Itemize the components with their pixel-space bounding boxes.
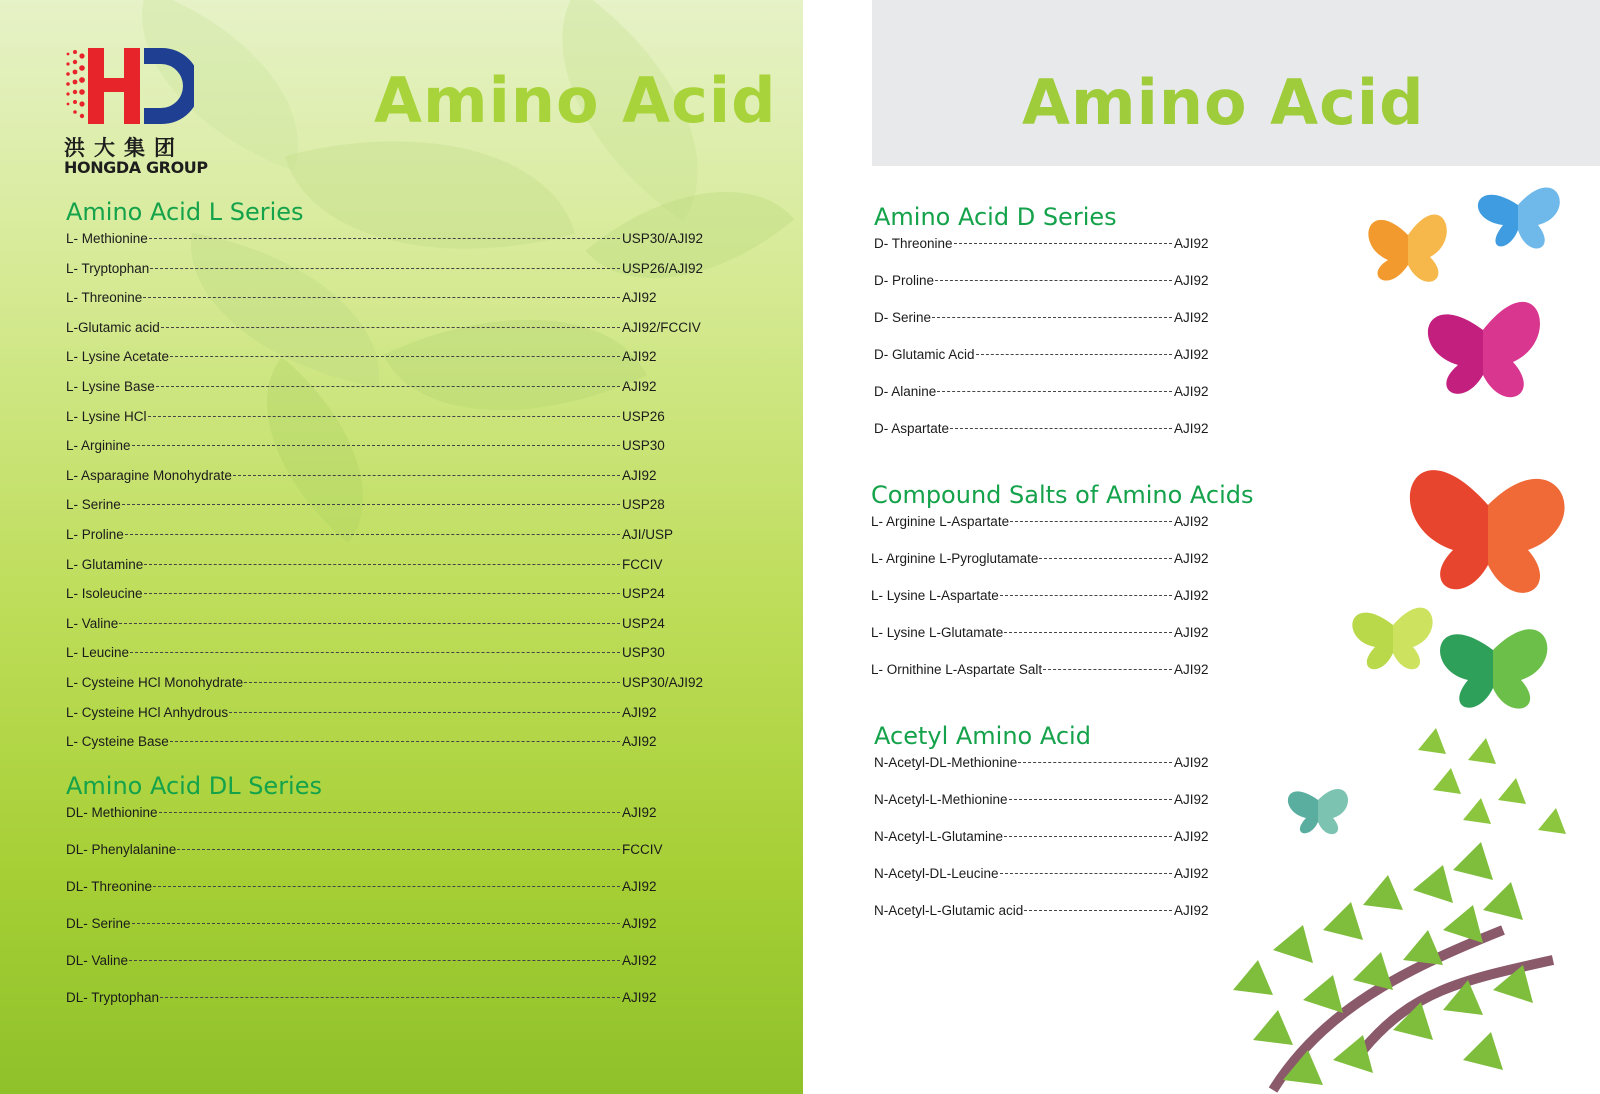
product-name: DL- Tryptophan <box>66 990 160 1005</box>
list-item <box>874 792 1264 829</box>
standard-label: USP24 <box>622 615 665 631</box>
list-item <box>66 990 712 1027</box>
list-item <box>66 290 712 320</box>
list-item <box>66 953 712 990</box>
list-item <box>66 379 712 409</box>
dotted-leader <box>122 504 620 505</box>
dotted-leader <box>1039 558 1172 559</box>
butterfly-icon <box>1478 188 1560 249</box>
dotted-leader <box>244 682 620 683</box>
standard-label: AJI92 <box>622 879 657 894</box>
section-heading: Compound Salts of Amino Acids <box>871 481 1254 509</box>
product-list <box>871 514 1264 699</box>
product-list <box>66 231 712 764</box>
standard-label: USP30 <box>622 645 665 661</box>
product-name: DL- Phenylalanine <box>66 842 177 857</box>
list-item <box>66 586 712 616</box>
standard-label: USP30/AJI92 <box>622 674 704 690</box>
standard-label: AJI92 <box>1174 903 1209 918</box>
list-item <box>871 514 1264 551</box>
standard-label: AJI92 <box>622 704 657 720</box>
list-item <box>66 842 712 879</box>
butterfly-icon <box>1428 302 1540 397</box>
butterfly-icon <box>1440 629 1547 708</box>
dotted-leader <box>159 812 620 813</box>
dotted-leader <box>148 416 620 417</box>
product-name: L- Valine <box>66 615 119 631</box>
list-item <box>66 438 712 468</box>
standard-label: USP30 <box>622 438 665 454</box>
standard-label: AJI92 <box>622 378 657 394</box>
product-name: D- Glutamic Acid <box>874 347 975 362</box>
product-name: L- Cysteine Base <box>66 734 169 750</box>
list-item <box>874 866 1264 903</box>
dotted-leader <box>1000 595 1172 596</box>
section-compound-salts <box>871 482 1264 699</box>
page-title-right: Amino Acid <box>1022 66 1425 139</box>
dotted-leader <box>153 886 620 887</box>
dotted-leader <box>160 997 620 998</box>
dotted-leader <box>976 354 1172 355</box>
dotted-leader <box>144 593 620 594</box>
standard-label: AJI92 <box>622 734 657 750</box>
standard-label: AJI92 <box>1174 273 1209 288</box>
product-name: L- Threonine <box>66 290 143 306</box>
dotted-leader <box>937 391 1172 392</box>
product-name: L- Lysine L-Aspartate <box>871 588 999 603</box>
standard-label: FCCIV <box>622 842 663 857</box>
standard-label: FCCIV <box>622 556 663 572</box>
standard-label: USP26 <box>622 408 665 424</box>
product-name: L- Leucine <box>66 645 130 661</box>
dotted-leader <box>950 428 1172 429</box>
section-acetyl <box>874 723 1264 940</box>
section-heading: Amino Acid L Series <box>66 198 304 226</box>
hongda-logo-icon <box>64 46 194 126</box>
list-item <box>66 645 712 675</box>
product-name: L- Arginine <box>66 438 131 454</box>
product-list <box>874 236 1264 458</box>
section-d-series <box>874 204 1264 458</box>
product-name: L- Cysteine HCl Monohydrate <box>66 674 244 690</box>
standard-label: AJI92 <box>1174 792 1209 807</box>
list-item <box>66 468 712 498</box>
list-item <box>871 662 1264 699</box>
dotted-leader <box>932 317 1172 318</box>
product-name: L- Arginine L-Aspartate <box>871 514 1010 529</box>
dotted-leader <box>144 564 620 565</box>
standard-label: AJI92 <box>622 349 657 365</box>
dotted-leader <box>1043 669 1172 670</box>
list-item <box>874 755 1264 792</box>
list-item <box>66 409 712 439</box>
dotted-leader <box>129 960 620 961</box>
product-name: DL- Valine <box>66 953 129 968</box>
section-heading: Acetyl Amino Acid <box>874 722 1091 750</box>
section-heading: Amino Acid DL Series <box>66 772 322 800</box>
dotted-leader <box>143 297 620 298</box>
list-item <box>874 347 1264 384</box>
list-item <box>66 675 712 705</box>
section-l-series <box>66 199 712 764</box>
dotted-leader <box>130 652 620 653</box>
dotted-leader <box>119 623 620 624</box>
dotted-leader <box>954 243 1172 244</box>
dotted-leader <box>132 923 620 924</box>
list-item <box>66 879 712 916</box>
dotted-leader <box>1010 521 1172 522</box>
product-name: L- Ornithine L-Aspartate Salt <box>871 662 1043 677</box>
product-name: L-Glutamic acid <box>66 319 160 335</box>
product-list <box>874 755 1264 940</box>
product-name: D- Aspartate <box>874 421 950 436</box>
standard-label: USP28 <box>622 497 665 513</box>
dotted-leader <box>1004 632 1172 633</box>
standard-label: USP30/AJI92 <box>622 231 704 246</box>
standard-label: AJI92 <box>1174 421 1209 436</box>
standard-label: AJI92 <box>1174 662 1209 677</box>
standard-label: AJI92 <box>1174 625 1209 640</box>
dotted-leader <box>149 238 620 239</box>
list-item <box>66 734 712 764</box>
product-name: L- Asparagine Monohydrate <box>66 467 232 483</box>
product-name: L- Cysteine HCl Anhydrous <box>66 704 229 720</box>
butterfly-icon <box>1288 789 1348 834</box>
brand-name-en: HONGDA GROUP <box>64 158 208 177</box>
list-item <box>871 588 1264 625</box>
product-name: L- Tryptophan <box>66 260 150 276</box>
list-item <box>66 705 712 735</box>
product-name: D- Threonine <box>874 236 953 251</box>
list-item <box>66 231 712 261</box>
list-item <box>66 805 712 842</box>
dotted-leader <box>1009 799 1172 800</box>
list-item <box>874 310 1264 347</box>
standard-label: USP24 <box>622 586 665 602</box>
standard-label: AJI92 <box>1174 588 1209 603</box>
product-name: D- Serine <box>874 310 932 325</box>
product-list <box>66 805 712 1027</box>
dotted-leader <box>1000 873 1172 874</box>
dotted-leader <box>156 386 620 387</box>
product-name: DL- Serine <box>66 916 131 931</box>
company-logo <box>64 46 208 181</box>
standard-label: AJI92 <box>1174 347 1209 362</box>
standard-label: AJI92 <box>622 290 657 306</box>
brand-name-cn: 洪大集团 <box>64 136 184 160</box>
list-item <box>66 497 712 527</box>
list-item <box>66 320 712 350</box>
standard-label: AJI92 <box>1174 514 1209 529</box>
list-item <box>874 384 1264 421</box>
standard-label: AJI92 <box>622 805 657 820</box>
list-item <box>66 557 712 587</box>
product-name: L- Lysine L-Glutamate <box>871 625 1004 640</box>
ginkgo-tree <box>1233 728 1566 1090</box>
standard-label: AJI92 <box>1174 310 1209 325</box>
list-item <box>66 616 712 646</box>
standard-label: AJI92 <box>1174 236 1209 251</box>
product-name: D- Proline <box>874 273 935 288</box>
product-name: L- Proline <box>66 526 124 542</box>
product-name: L- Glutamine <box>66 556 144 572</box>
list-item <box>66 527 712 557</box>
dotted-leader <box>170 356 620 357</box>
product-name: L- Lysine Base <box>66 378 155 394</box>
list-item <box>66 349 712 379</box>
product-name: L- Lysine HCl <box>66 408 147 424</box>
butterfly-icon <box>1410 470 1565 593</box>
product-name: N-Acetyl-L-Glutamine <box>874 829 1004 844</box>
product-name: DL- Threonine <box>66 879 153 894</box>
standard-label: AJI/USP <box>622 526 674 542</box>
standard-label: USP26/AJI92 <box>622 260 704 276</box>
standard-label: AJI92 <box>1174 755 1209 770</box>
standard-label: AJI92/FCCIV <box>622 319 701 335</box>
dotted-leader <box>229 712 620 713</box>
standard-label: AJI92 <box>622 467 657 483</box>
dotted-leader <box>1018 762 1172 763</box>
dotted-leader <box>161 327 620 328</box>
product-name: D- Alanine <box>874 384 937 399</box>
list-item <box>874 421 1264 458</box>
standard-label: AJI92 <box>622 953 657 968</box>
dotted-leader <box>1004 836 1172 837</box>
dotted-leader <box>132 445 620 446</box>
list-item <box>66 261 712 291</box>
list-item <box>66 916 712 953</box>
list-item <box>874 236 1264 273</box>
product-name: N-Acetyl-DL-Leucine <box>874 866 999 881</box>
product-name: L- Serine <box>66 497 121 513</box>
standard-label: AJI92 <box>622 916 657 931</box>
dotted-leader <box>170 741 620 742</box>
list-item <box>871 625 1264 662</box>
section-dl-series <box>66 773 712 1027</box>
section-heading: Amino Acid D Series <box>874 203 1117 231</box>
product-name: L- Arginine L-Pyroglutamate <box>871 551 1039 566</box>
list-item <box>874 273 1264 310</box>
product-name: N-Acetyl-DL-Methionine <box>874 755 1018 770</box>
standard-label: AJI92 <box>1174 866 1209 881</box>
dotted-leader <box>177 849 620 850</box>
product-name: L- Lysine Acetate <box>66 349 170 365</box>
list-item <box>871 551 1264 588</box>
dotted-leader <box>233 475 620 476</box>
page-title-left: Amino Acid <box>374 64 777 137</box>
product-name: DL- Methionine <box>66 805 158 820</box>
dotted-leader <box>1024 910 1172 911</box>
dotted-leader <box>935 280 1172 281</box>
product-name: L- Isoleucine <box>66 586 143 602</box>
standard-label: AJI92 <box>1174 384 1209 399</box>
standard-label: AJI92 <box>1174 829 1209 844</box>
list-item <box>874 903 1264 940</box>
product-name: N-Acetyl-L-Methionine <box>874 792 1008 807</box>
list-item <box>874 829 1264 866</box>
standard-label: AJI92 <box>622 990 657 1005</box>
dotted-leader <box>150 268 620 269</box>
product-name: L- Methionine <box>66 231 148 246</box>
butterfly-icon <box>1352 608 1432 670</box>
standard-label: AJI92 <box>1174 551 1209 566</box>
product-name: N-Acetyl-L-Glutamic acid <box>874 903 1024 918</box>
dotted-leader <box>125 534 620 535</box>
butterfly-icon <box>1368 214 1446 281</box>
